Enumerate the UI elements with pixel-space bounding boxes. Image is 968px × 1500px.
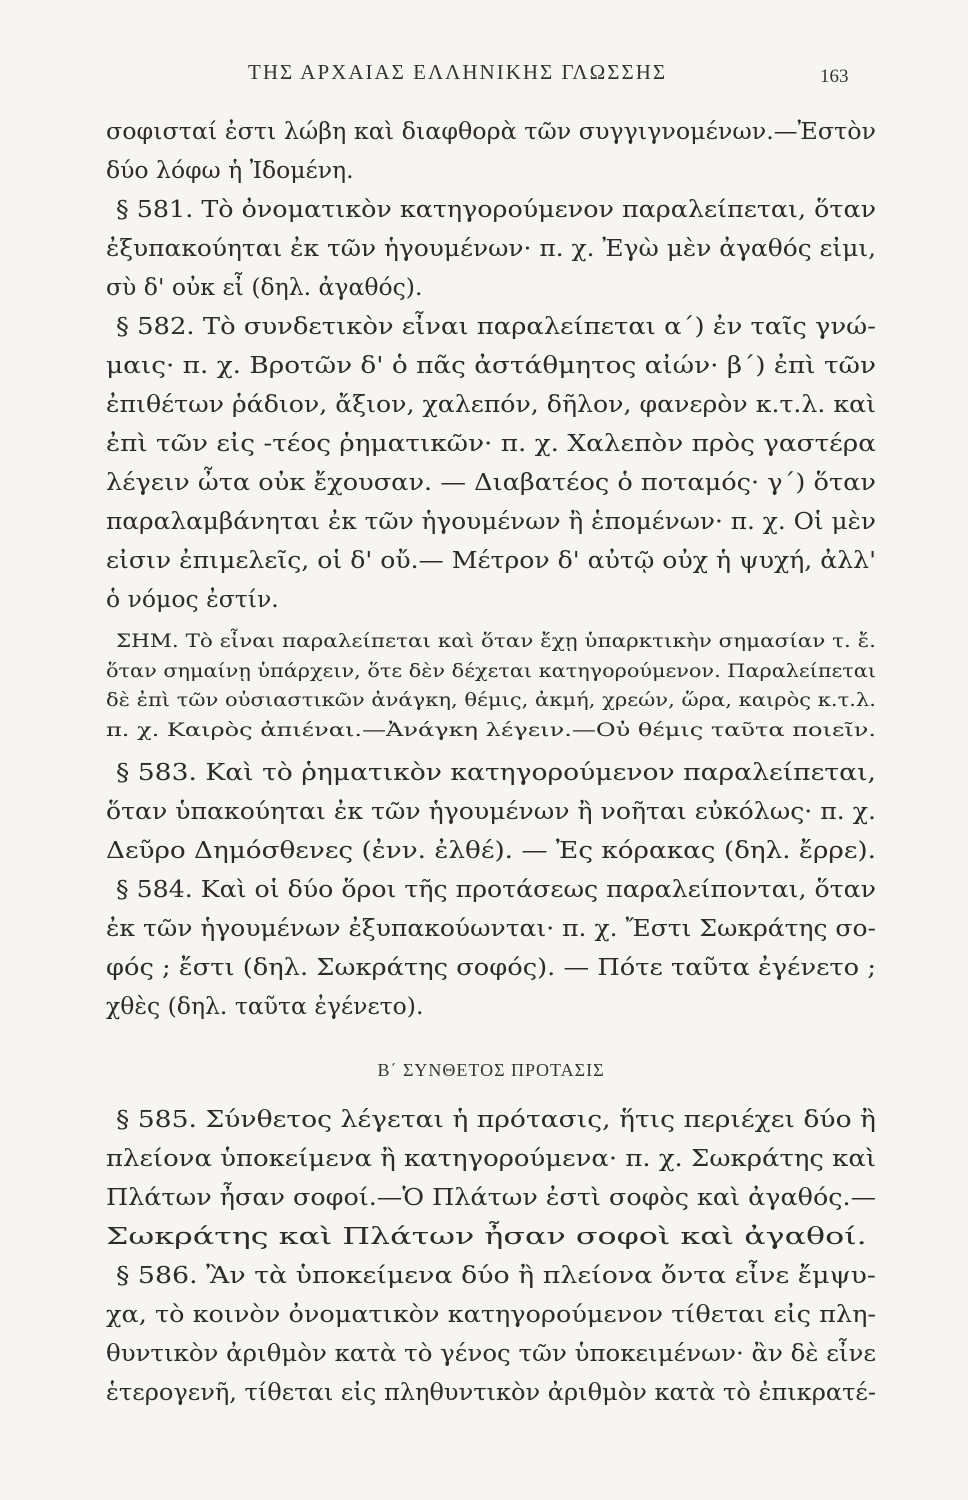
text-line: ἐπιθέτων ῥάδιον, ἄξιον, χαλεπόν, δῆλον, φανερὸν κ.τ.λ. καὶ: [106, 390, 877, 418]
text-line: χθὲς (δηλ. ταῦτα ἐγένετο).: [106, 992, 424, 1020]
text-line: θυντικὸν ἀριθμὸν κατὰ τὸ γένος τῶν ὑποκειμένων· ἂν δὲ εἶνε: [106, 1339, 877, 1367]
note-line: ΣΗΜ. Τὸ εἶναι παραλείπεται καὶ ὅταν ἔχῃ ὑπαρκτικὴν σημασίαν τ. ἔ.: [116, 631, 876, 652]
paragraph-block-581-582: [106, 112, 876, 619]
paragraph-block-583-584: [106, 753, 876, 1026]
section-585-line: § 585. Σύνθετος λέγεται ἡ πρότασις, ἥτις περιέχει δύο ἢ: [116, 1105, 876, 1133]
text-line: Σωκράτης καὶ Πλάτων ἦσαν σοφοὶ καὶ ἀγαθοί.: [106, 1222, 867, 1250]
text-line: ἐξυπακούηται ἐκ τῶν ἡγουμένων· π. χ. Ἐγὼ μὲν ἀγαθός εἰμι,: [106, 234, 877, 262]
page-header: [0, 60, 968, 90]
text-line: μαις· π. χ. Βροτῶν δ' ὁ πᾶς ἀστάθμητος αἰών· β΄) ἐπὶ τῶν: [106, 351, 877, 379]
text-line: ὅταν ὑπακούηται ἐκ τῶν ἡγουμένων ἢ νοῆται εὐκόλως· π. χ.: [106, 797, 876, 825]
note-line: ὅταν σημαίνῃ ὑπάρχειν, ὅτε δὲν δέχεται κατηγορούμενον. Παραλείπεται: [106, 660, 876, 682]
note-block: [106, 627, 876, 745]
section-586-line: § 586. Ἂν τὰ ὑποκείμενα δύο ἢ πλείονα ὄντα εἶνε ἔμψυ-: [116, 1261, 876, 1289]
text-line: ὁ νόμος ἐστίν.: [106, 585, 279, 613]
text-line: Πλάτων ἦσαν σοφοί.—Ὁ Πλάτων ἐστὶ σοφὸς καὶ ἀγαθός.—: [106, 1183, 876, 1211]
text-line: παραλαμβάνηται ἐκ τῶν ἡγουμένων ἢ ἑπομένων· π. χ. Οἱ μὲν: [106, 507, 877, 535]
section-582-line: § 582. Τὸ συνδετικὸν εἶναι παραλείπεται α΄) ἐν ταῖς γνώ-: [116, 312, 876, 340]
text-line: Δεῦρο Δημόσθενες (ἐνν. ἐλθέ). — Ἐς κόρακας (δηλ. ἔρρε).: [106, 836, 877, 864]
text-line: δύο λόφω ἡ Ἰδομένη.: [106, 156, 354, 184]
text-line: ἑτερογενῆ, τίθεται εἰς πληθυντικὸν ἀριθμὸν κατὰ τὸ ἐπικρατέ-: [106, 1378, 877, 1406]
running-title: ΤΗΣ ΑΡΧΑΙΑΣ ΕΛΛΗΝΙΚΗΣ ΓΛΩΣΣΗΣ: [248, 60, 668, 84]
text-line: χα, τὸ κοινὸν ὀνοματικὸν κατηγορούμενον τίθεται εἰς πλη-: [106, 1300, 877, 1328]
text-line: σὺ δ' οὐκ εἶ (δηλ. ἀγαθός).: [106, 273, 423, 301]
text-line: εἰσιν ἐπιμελεῖς, οἱ δ' οὔ.— Μέτρον δ' αὐτῷ οὐχ ἡ ψυχή, ἀλλ': [106, 546, 877, 574]
section-heading: Β΄ ΣΥΝΘΕΤΟΣ ΠΡΟΤΑΣΙΣ: [377, 1060, 605, 1080]
text-line: πλείονα ὑποκείμενα ἢ κατηγορούμενα· π. χ. Σωκράτης καὶ: [106, 1144, 876, 1172]
note-line: π. χ. Καιρὸς ἀπιέναι.—Ἀνάγκη λέγειν.—Οὐ θέμις ταῦτα ποιεῖν.: [106, 719, 877, 741]
page-body: [106, 112, 876, 1412]
section-583-line: § 583. Καὶ τὸ ῥηματικὸν κατηγορούμενον παραλείπεται,: [116, 758, 876, 786]
section-584-line: § 584. Καὶ οἱ δύο ὅροι τῆς προτάσεως παραλείπονται, ὅταν: [116, 875, 877, 903]
page-number: 163: [820, 66, 849, 87]
text-line: ἐκ τῶν ἡγουμένων ἐξυπακούωνται· π. χ. Ἔστι Σωκράτης σο-: [106, 914, 877, 942]
text-line: φός ; ἔστι (δηλ. Σωκράτης σοφός). — Πότε ταῦτα ἐγένετο ;: [106, 953, 876, 981]
paragraph-block-585-586: [106, 1100, 876, 1412]
note-line: δὲ ἐπὶ τῶν οὐσιαστικῶν ἀνάγκη, θέμις, ἀκμή, χρεών, ὥρα, καιρὸς κ.τ.λ.: [106, 690, 876, 711]
text-line: ἐπὶ τῶν εἰς -τέος ῥηματικῶν· π. χ. Χαλεπὸν πρὸς γαστέρα: [106, 429, 876, 457]
text-line: σοφισταί ἐστι λώβη καὶ διαφθορὰ τῶν συγγιγνομένων.—Ἐστὸν: [106, 117, 876, 145]
text-line: λέγειν ὦτα οὐκ ἔχουσαν. — Διαβατέος ὁ ποταμός· γ΄) ὅταν: [106, 468, 877, 496]
section-581-line: § 581. Τὸ ὀνοματικὸν κατηγορούμενον παραλείπεται, ὅταν: [116, 195, 877, 223]
